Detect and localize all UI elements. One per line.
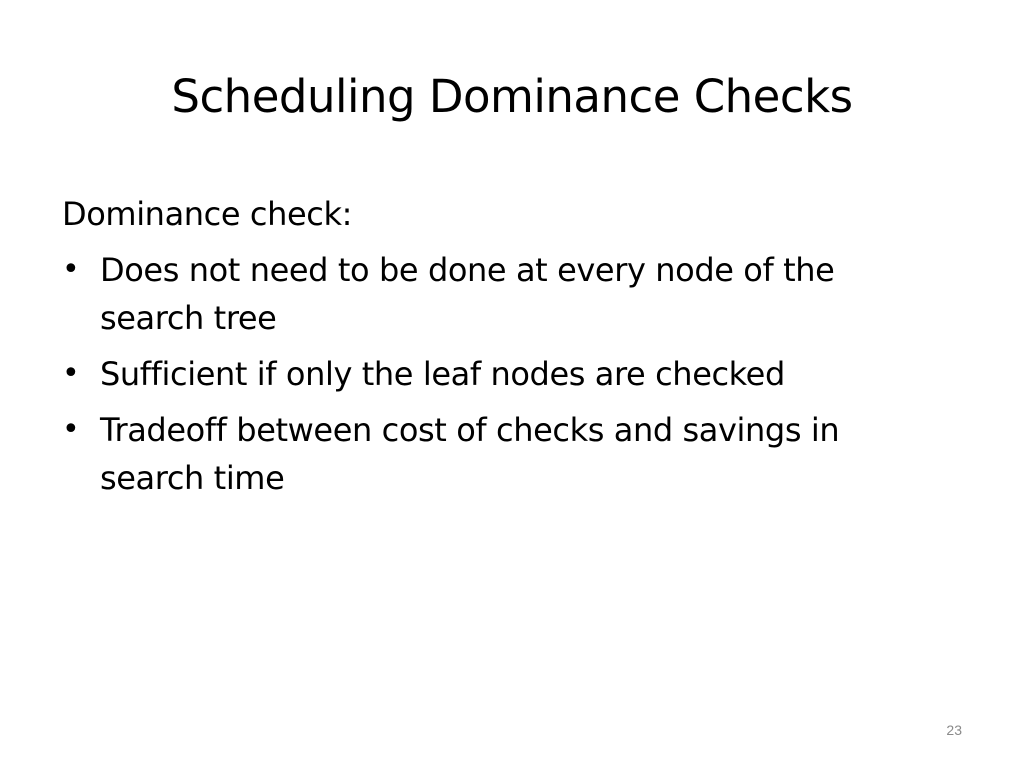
bullet-dot-icon: •: [62, 412, 80, 447]
bullet-dot-icon: •: [62, 356, 80, 391]
bullet-dot-icon: •: [62, 252, 80, 287]
bullet-text: Does not need to be done at every node of the search tree: [100, 251, 835, 337]
bullet-text: Tradeoff between cost of checks and savings in search time: [100, 411, 840, 497]
bullet-list: [62, 246, 942, 502]
bullet-text: Sufficient if only the leaf nodes are checked: [100, 355, 785, 393]
slide-title: Scheduling Dominance Checks: [171, 70, 853, 123]
bullet-item-3: [62, 406, 920, 502]
intro-line: Dominance check:: [62, 195, 352, 233]
slide-body: [62, 190, 942, 510]
bullet-item-1: [62, 246, 920, 342]
page-number: 23: [946, 722, 962, 738]
bullet-item-2: [62, 350, 920, 398]
